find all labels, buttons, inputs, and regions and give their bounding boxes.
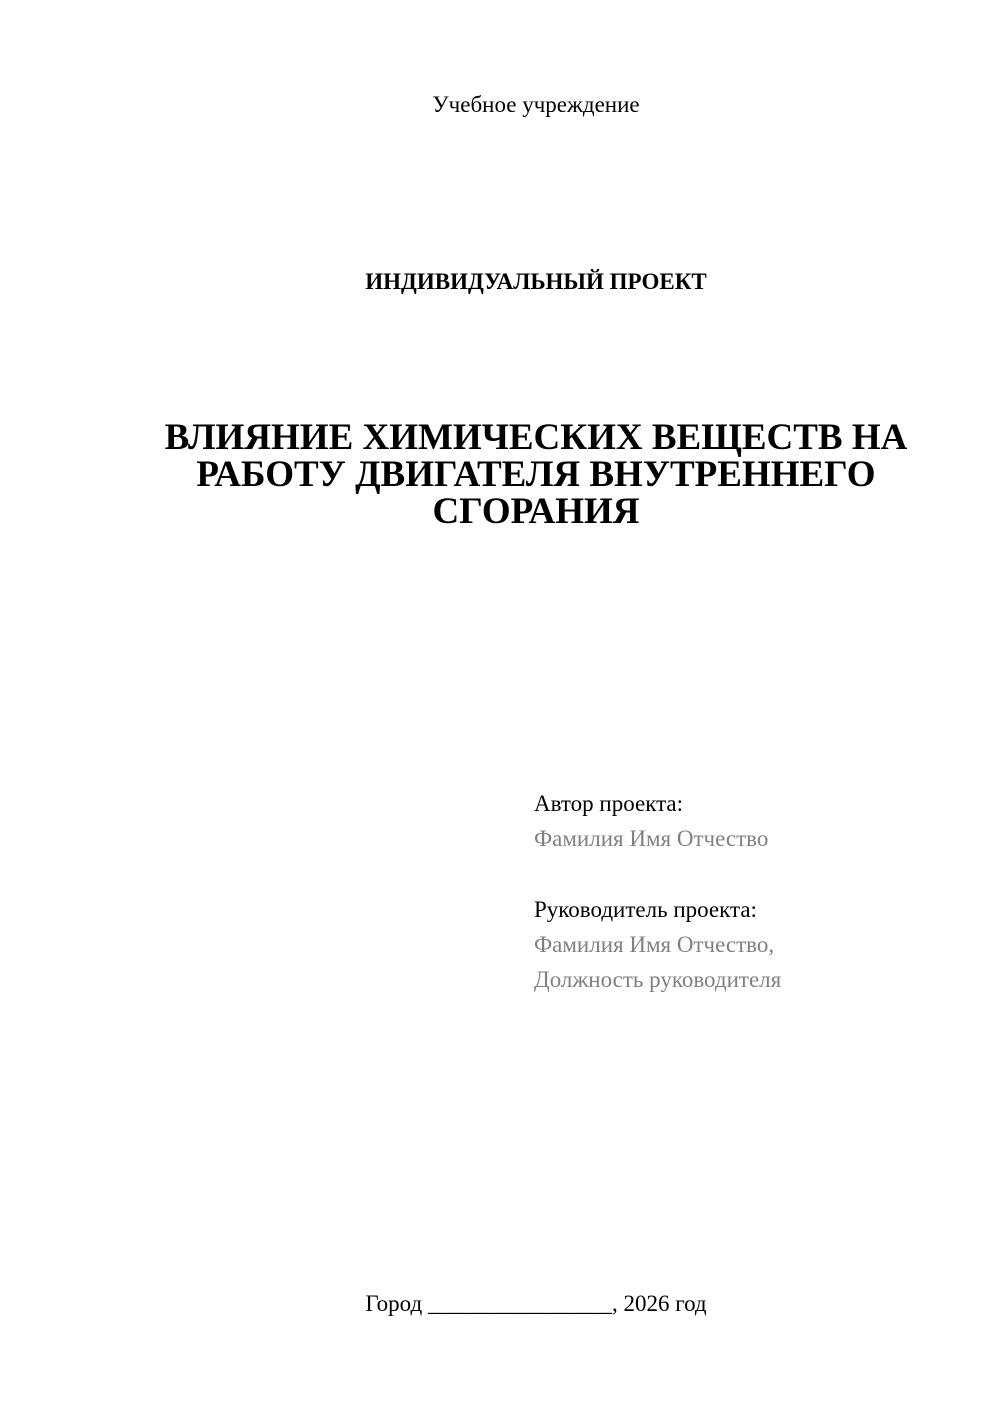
supervisor-name: Фамилия Имя Отчество, (534, 932, 775, 957)
supervisor-block (534, 892, 974, 997)
project-title (100, 419, 972, 530)
institution-name: Учебное учреждение (432, 92, 640, 117)
project-title-line: ВЛИЯНИЕ ХИМИЧЕСКИХ ВЕЩЕСТВ НА (164, 417, 908, 458)
author-label: Автор проекта: (534, 791, 683, 816)
author-block (534, 786, 974, 856)
supervisor-position: Должность руководителя (534, 967, 782, 992)
city-year-footer: Город ________________, 2026 год (365, 1291, 707, 1316)
author-name: Фамилия Имя Отчество (534, 826, 769, 851)
project-title-line: СГОРАНИЯ (432, 491, 640, 532)
project-type-heading: ИНДИВИДУАЛЬНЫЙ ПРОЕКТ (365, 269, 707, 294)
supervisor-label: Руководитель проекта: (534, 897, 757, 922)
project-title-line: РАБОТУ ДВИГАТЕЛЯ ВНУТРЕННЕГО (196, 454, 876, 495)
